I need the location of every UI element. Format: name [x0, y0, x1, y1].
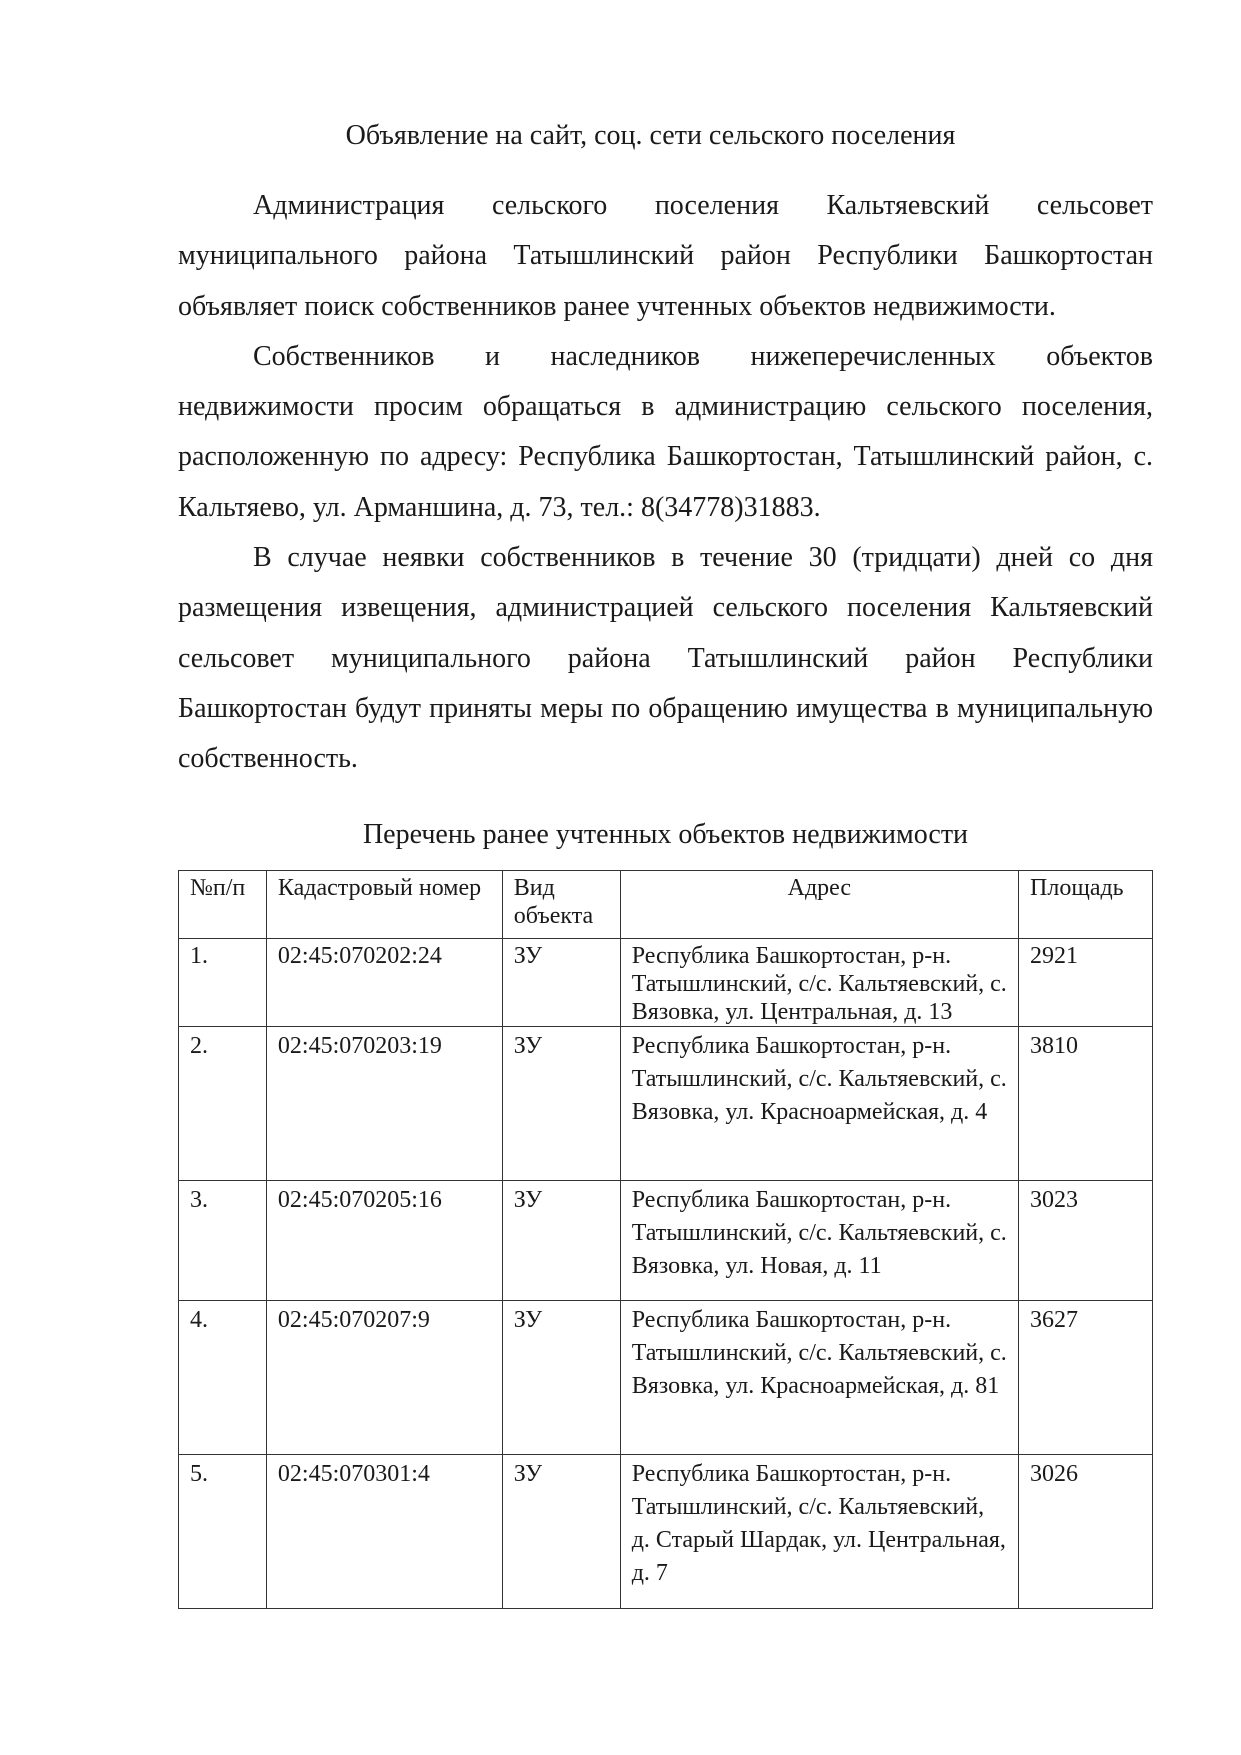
table-header-row: [179, 871, 1153, 939]
cell-area: 3023: [1019, 1181, 1153, 1301]
cell-number: 2.: [179, 1027, 267, 1181]
paragraph-municipal-ownership: В случае неявки собственников в течение 30 (тридцати) дней со дня размещения извещения, администрацией сельского поселения Кальтяевский сельсовет муниципального района Татышлинский район Республики Башкортостан будут приняты меры по обращению имущества в муниципальную собственность.: [178, 542, 1153, 775]
cell-cadastral-number: 02:45:070301:4: [266, 1455, 502, 1609]
cell-number: 5.: [179, 1455, 267, 1609]
header-number: №п/п: [179, 871, 267, 939]
cell-object-type: ЗУ: [502, 939, 620, 1027]
announcement-heading: Объявление на сайт, соц. сети сельского поселения: [345, 120, 956, 151]
cell-address: Республика Башкортостан, р-н. Татышлинский, с/с. Кальтяевский, с. Вязовка, ул. Новая, д. 11: [620, 1181, 1018, 1301]
header-cadastral-number: Кадастровый номер: [266, 871, 502, 939]
cell-area: 3627: [1019, 1301, 1153, 1455]
cell-cadastral-number: 02:45:070205:16: [266, 1181, 502, 1301]
header-area: Площадь: [1019, 871, 1153, 939]
paragraph-search-owners: Администрация сельского поселения Кальтяевский сельсовет муниципального района Татышлинский район Республики Башкортостан объявляет поиск собственников ранее учтенных объектов недвижимости.: [178, 190, 1153, 322]
cell-number: 3.: [179, 1181, 267, 1301]
table-row: [179, 1027, 1153, 1181]
cell-cadastral-number: 02:45:070202:24: [266, 939, 502, 1027]
cell-object-type: ЗУ: [502, 1455, 620, 1609]
cell-object-type: ЗУ: [502, 1301, 620, 1455]
cell-cadastral-number: 02:45:070207:9: [266, 1301, 502, 1455]
header-object-type: Вид объекта: [502, 871, 620, 939]
cell-area: 3810: [1019, 1027, 1153, 1181]
cell-area: 3026: [1019, 1455, 1153, 1609]
cell-area: 2921: [1019, 939, 1153, 1027]
property-objects-table: [178, 870, 1153, 1609]
cell-address: Республика Башкортостан, р-н. Татышлинский, с/с. Кальтяевский, с. Вязовка, ул. Центральная, д. 13: [620, 939, 1018, 1027]
table-row: [179, 1455, 1153, 1609]
header-address: Адрес: [620, 871, 1018, 939]
cell-address: Республика Башкортостан, р-н. Татышлинский, с/с. Кальтяевский, с. Вязовка, ул. Красноармейская, д. 81: [620, 1301, 1018, 1455]
table-row: [179, 939, 1153, 1027]
announcement-body: [178, 181, 1153, 785]
table-row: [179, 1181, 1153, 1301]
table-title: Перечень ранее учтенных объектов недвижимости: [362, 819, 969, 850]
cell-address: Республика Башкортостан, р-н. Татышлинский, с/с. Кальтяевский, д. Старый Шардак, ул. Центральная, д. 7: [620, 1455, 1018, 1609]
cell-object-type: ЗУ: [502, 1181, 620, 1301]
cell-address: Республика Башкортостан, р-н. Татышлинский, с/с. Кальтяевский, с. Вязовка, ул. Красноармейская, д. 4: [620, 1027, 1018, 1181]
cell-cadastral-number: 02:45:070203:19: [266, 1027, 502, 1181]
cell-number: 4.: [179, 1301, 267, 1455]
paragraph-contact-address: Собственников и наследников нижеперечисленных объектов недвижимости просим обращаться в администрацию сельского поселения, расположенную по адресу: Республика Башкортостан, Татышлинский район, с. Кальтяево, ул. Арманшина, д. 73, тел.: 8(34778)31883.: [178, 340, 1153, 523]
table-row: [179, 1301, 1153, 1455]
cell-number: 1.: [179, 939, 267, 1027]
cell-object-type: ЗУ: [502, 1027, 620, 1181]
